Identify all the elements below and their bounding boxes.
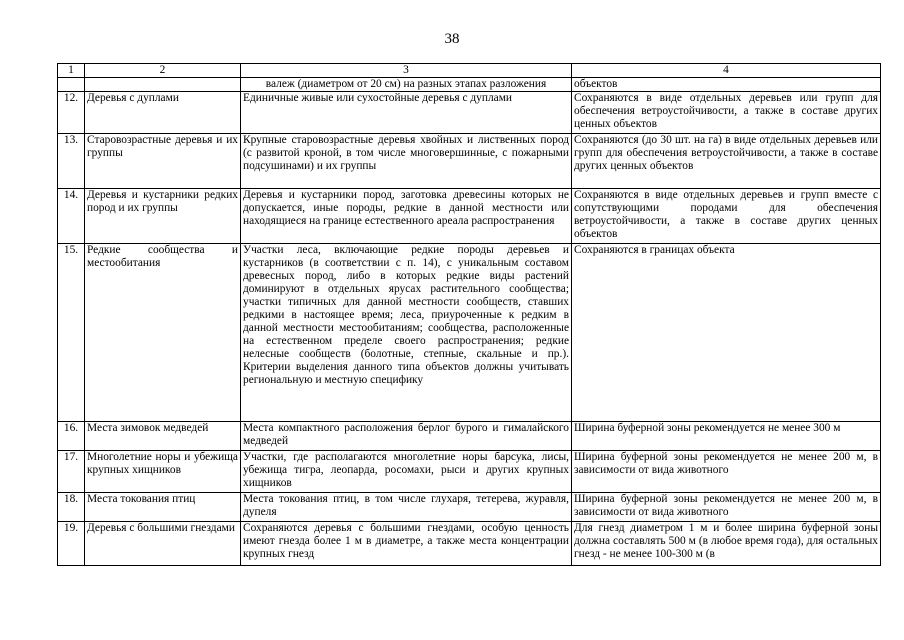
table-row: [58, 422, 881, 451]
row-number: 15.: [58, 244, 85, 422]
object-name: [85, 78, 241, 92]
table-row: [58, 92, 881, 134]
row-number: 19.: [58, 522, 85, 566]
object-recommendation: Сохраняются в виде отдельных деревьев или групп для обеспечения ветроустойчивости, а также в составе других ценных объектов: [572, 92, 881, 134]
object-name: Деревья и кустарники редких пород и их группы: [85, 189, 241, 244]
object-recommendation: Ширина буферной зоны рекомендуется не менее 200 м, в зависимости от вида животного: [572, 493, 881, 522]
object-description: Единичные живые или сухостойные деревья с дуплами: [241, 92, 572, 134]
page-number: 38: [444, 31, 460, 47]
object-recommendation: Сохраняются в границах объекта: [572, 244, 881, 422]
object-recommendation: Ширина буферной зоны рекомендуется не менее 300 м: [572, 422, 881, 451]
object-recommendation: Сохраняются (до 30 шт. на га) в виде отдельных деревьев или групп для обеспечения ветроустойчивости, а также в составе других ценных объектов: [572, 134, 881, 189]
row-number: 13.: [58, 134, 85, 189]
row-number: [58, 78, 85, 92]
object-description: Деревья и кустарники пород, заготовка древесины которых не допускается, иные породы, редкие в данной местности или находящиеся на границе естественного ареала распространения: [241, 189, 572, 244]
table-row: [58, 244, 881, 422]
object-name: Места зимовок медведей: [85, 422, 241, 451]
object-description: Сохраняются деревья с большими гнездами, особую ценность имеют гнезда более 1 м в диаметре, а также места концентрации крупных гнезд: [241, 522, 572, 566]
header-col-2: 2: [85, 64, 241, 78]
object-description: Места компактного расположения берлог бурого и гималайского медведей: [241, 422, 572, 451]
table-row: [58, 493, 881, 522]
object-name: Многолетние норы и убежища крупных хищников: [85, 451, 241, 493]
table-row: [58, 189, 881, 244]
table-row: [58, 78, 881, 92]
table-row: [58, 134, 881, 189]
object-recommendation: Сохраняются в виде отдельных деревьев и групп вместе с сопутствующими породами для обеспечения ветроустойчивости, а также в составе других ценных объектов: [572, 189, 881, 244]
objects-table: [57, 63, 881, 566]
table-header-row: [58, 64, 881, 78]
header-col-4: 4: [572, 64, 881, 78]
object-description: Участки леса, включающие редкие породы деревьев и кустарников (в соответствии с п. 14), с уникальным составом древесных пород, либо в которых редкие виды растений доминируют в отдельных ярусах растительного сообщества; участки типичных для данной местности сообществ, ставших редкими в настоящее время; леса, приуроченные к редким в данной местности местообитаниям; сообщества, расположенные на естественном пределе своего распространения; редкие нелесные сообществ (болотные, степные, скальные и пр.). Критерии выделения данного типа объектов должны учитывать региональную и местную специфику: [241, 244, 572, 422]
object-name: Старовозрастные деревья и их группы: [85, 134, 241, 189]
header-col-1: 1: [58, 64, 85, 78]
object-description: Крупные старовозрастные деревья хвойных и лиственных пород (с развитой кроной, в том числе многовершинные, с пожарными подсушинами) и их группы: [241, 134, 572, 189]
object-name: Редкие сообщества и местообитания: [85, 244, 241, 422]
row-number: 18.: [58, 493, 85, 522]
object-name: Деревья с большими гнездами: [85, 522, 241, 566]
table-row: [58, 522, 881, 566]
row-number: 12.: [58, 92, 85, 134]
object-recommendation: Ширина буферной зоны рекомендуется не менее 200 м, в зависимости от вида животного: [572, 451, 881, 493]
object-recommendation: объектов: [572, 78, 881, 92]
object-description: Места токования птиц, в том числе глухаря, тетерева, журавля, дупеля: [241, 493, 572, 522]
object-name: Деревья с дуплами: [85, 92, 241, 134]
row-number: 14.: [58, 189, 85, 244]
object-description: валеж (диаметром от 20 см) на разных этапах разложения: [241, 78, 572, 92]
header-col-3: 3: [241, 64, 572, 78]
table-row: [58, 451, 881, 493]
row-number: 16.: [58, 422, 85, 451]
object-name: Места токования птиц: [85, 493, 241, 522]
object-recommendation-text: Для гнезд диаметром 1 м и более ширина буферной зоны должна составлять 500 м (в любое время года), для остальных гнезд - не менее 100-300 м (в: [574, 522, 878, 560]
object-recommendation: [572, 522, 881, 566]
object-description: Участки, где располагаются многолетние норы барсука, лисы, убежища тигра, леопарда, росомахи, рыси и других крупных хищников: [241, 451, 572, 493]
row-number: 17.: [58, 451, 85, 493]
